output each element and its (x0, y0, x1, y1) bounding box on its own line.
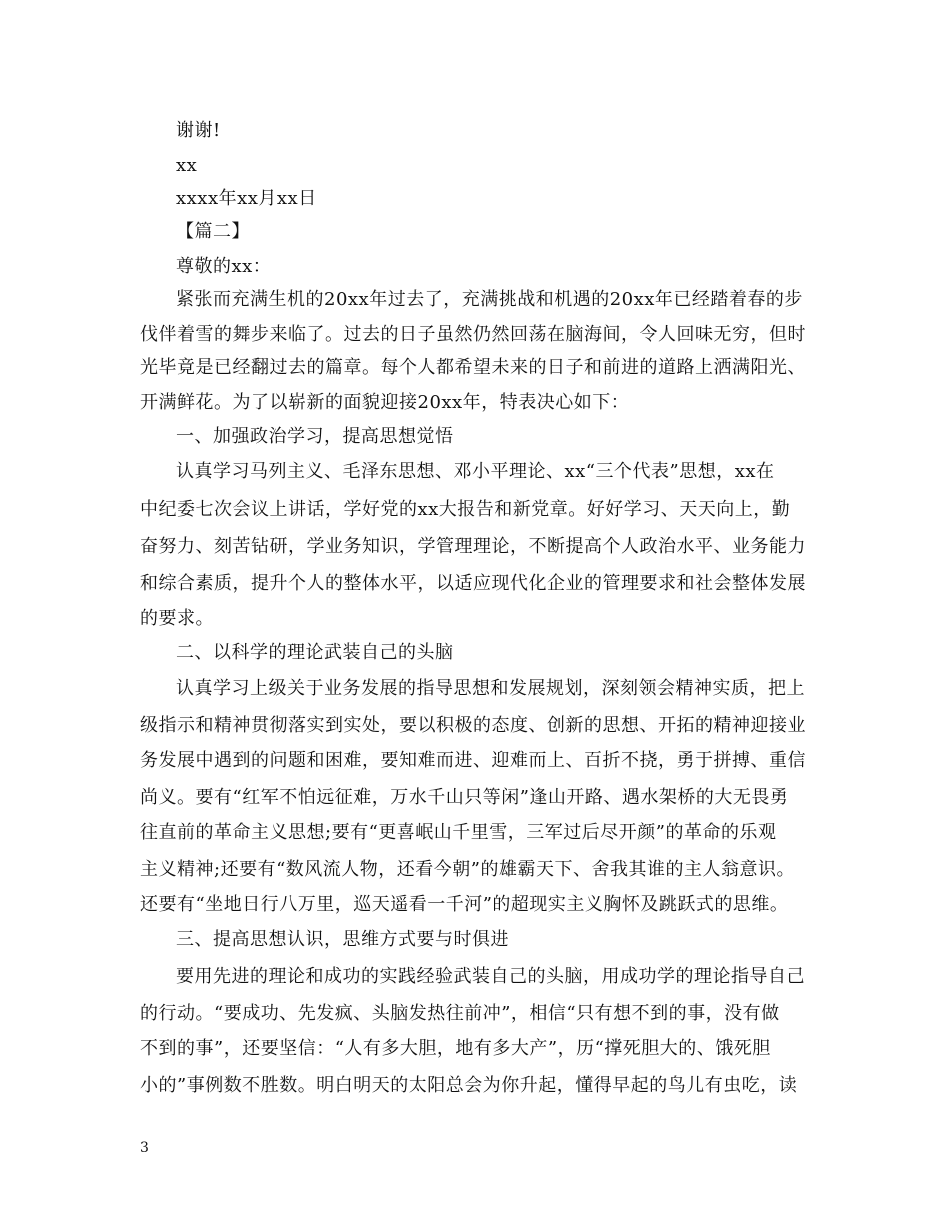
section-heading: 一、加强政治学习，提高思想觉悟 (176, 426, 454, 447)
section-heading: 【篇二】 (176, 221, 250, 242)
paragraph-line: 的要求。 (140, 608, 214, 629)
section-heading: 二、以科学的理论武装自己的头脑 (176, 642, 454, 663)
paragraph-line: 主义精神;还要有“数风流人物，还看今朝”的雄霸天下、舍我其谁的主人翁意识。 (140, 859, 795, 880)
paragraph-line: 光毕竟是已经翻过去的篇章。每个人都希望未来的日子和前进的道路上洒满阳光、 (140, 357, 806, 378)
paragraph-line: 尚义。要有“红军不怕远征难，万水千山只等闲”逢山开路、遇水架桥的大无畏勇 (140, 787, 789, 808)
text-line: xx (176, 155, 198, 176)
paragraph-line: 认真学习马列主义、毛泽东思想、邓小平理论、xx“三个代表”思想，xx在 (176, 461, 775, 482)
paragraph-line: 务发展中遇到的问题和困难，要知难而进、迎难而上、百折不挠，勇于拼搏、重信 (140, 750, 806, 771)
text-line: xxxx年xx月xx日 (176, 188, 317, 209)
paragraph-line: 要用先进的理论和成功的实践经验武装自己的头脑，用成功学的理论指导自己 (176, 966, 805, 987)
paragraph-line: 和综合素质，提升个人的整体水平，以适应现代化企业的管理要求和社会整体发展 (140, 573, 806, 594)
paragraph-line: 不到的事”，还要坚信：“人有多大胆，地有多大产”，历“撑死胆大的、饿死胆 (140, 1038, 771, 1059)
paragraph-line: 开满鲜花。为了以崭新的面貌迎接20xx年，特表决心如下： (140, 392, 630, 413)
paragraph-line: 小的”事例数不胜数。明白明天的太阳总会为你升起，懂得早起的鸟儿有虫吃，读 (140, 1075, 798, 1096)
paragraph-line: 中纪委七次会议上讲话，学好党的xx大报告和新党章。好好学习、天天向上，勤 (140, 499, 791, 520)
page-number: 3 (140, 1140, 149, 1156)
paragraph-line: 奋努力、刻苦钻研，学业务知识，学管理理论，不断提高个人政治水平、业务能力 (140, 536, 806, 557)
text-line: 谢谢! (176, 120, 221, 141)
paragraph-line: 的行动。“要成功、先发疯、头脑发热往前冲”，相信“只有想不到的事，没有做 (140, 1003, 780, 1024)
paragraph-line: 还要有“坐地日行八万里，巡天遥看一千河”的超现实主义胸怀及跳跃式的思维。 (140, 894, 789, 915)
paragraph-line: 伐伴着雪的舞步来临了。过去的日子虽然仍然回荡在脑海间，令人回味无穷，但时 (140, 324, 806, 345)
paragraph-line: 紧张而充满生机的20xx年过去了，充满挑战和机遇的20xx年已经踏着春的步 (176, 289, 803, 310)
section-heading: 三、提高思想认识，思维方式要与时俱进 (176, 929, 509, 950)
salutation: 尊敬的xx： (176, 256, 272, 277)
paragraph-line: 认真学习上级关于业务发展的指导思想和发展规划，深刻领会精神实质，把上 (176, 678, 805, 699)
paragraph-line: 往直前的革命主义思想;要有“更喜岷山千里雪，三军过后尽开颜”的革命的乐观 (140, 822, 777, 843)
paragraph-line: 级指示和精神贯彻落实到实处，要以积极的态度、创新的思想、开拓的精神迎接业 (140, 715, 806, 736)
